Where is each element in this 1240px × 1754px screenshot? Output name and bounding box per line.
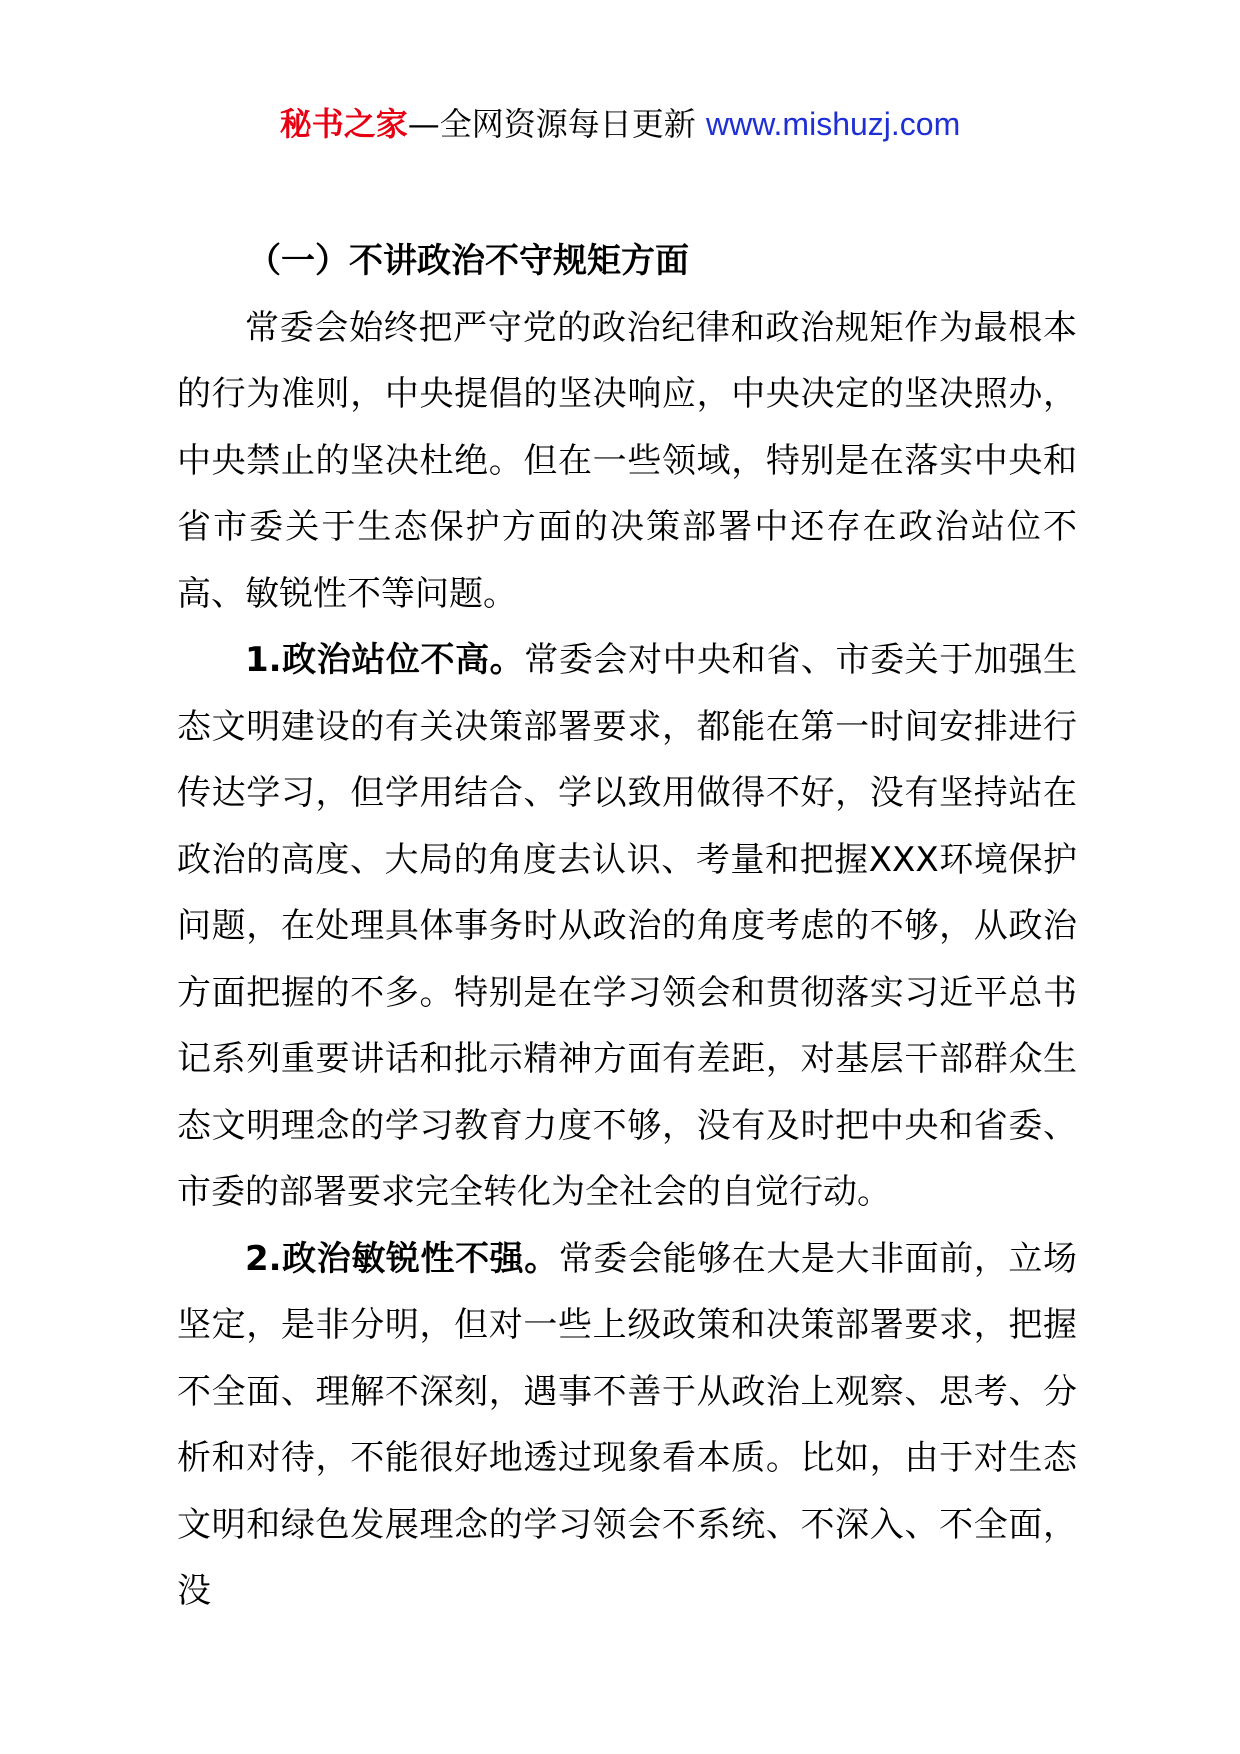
- item-body-1: 常委会对中央和省、市委关于加强生态文明建设的有关决策部署要求，都能在第一时间安排进行传达学习，但学用结合、学以致用做得不好，没有坚持站在政治的高度、大局的角度去认识、考量和把握XXX环境保护问题，在处理具体事务时从政治的角度考虑的不够，从政治方面把握的不多。特别是在学习领会和贯彻落实习近平总书记系列重要讲话和批示精神方面有差距，对基层干部群众生态文明理念的学习教育力度不够，没有及时把中央和省委、市委的部署要求完全转化为全社会的自觉行动。: [177, 640, 1078, 1212]
- section-heading: （一）不讲政治不守规矩方面: [247, 241, 689, 281]
- item-paragraph-1: [177, 627, 1077, 1226]
- document-body: [177, 228, 1077, 1625]
- item-body-2: 常委会能够在大是大非面前，立场坚定，是非分明，但对一些上级政策和决策部署要求，把握不全面、理解不深刻，遇事不善于从政治上观察、思考、分析和对待，不能很好地透过现象看本质。比如，由于对生态文明和绿色发展理念的学习领会不系统、不深入、不全面，没: [177, 1238, 1077, 1611]
- site-url[interactable]: www.mishuzj.com: [705, 106, 961, 142]
- item-title-2: 2.政治敏锐性不强。: [245, 1238, 559, 1279]
- item-paragraph-2: [177, 1226, 1077, 1625]
- item-title-1: 1.政治站位不高。: [245, 640, 525, 680]
- site-header: [0, 100, 1240, 148]
- header-tagline: —全网资源每日更新: [407, 105, 696, 143]
- intro-paragraph: 常委会始终把严守党的政治纪律和政治规矩作为最根本的行为准则，中央提倡的坚决响应，中央决定的坚决照办，中央禁止的坚决杜绝。但在一些领域，特别是在落实中央和省市委关于生态保护方面的决策部署中还存在政治站位不高、敏锐性不等问题。: [177, 307, 1077, 614]
- brand-name: 秘书之家: [279, 105, 408, 143]
